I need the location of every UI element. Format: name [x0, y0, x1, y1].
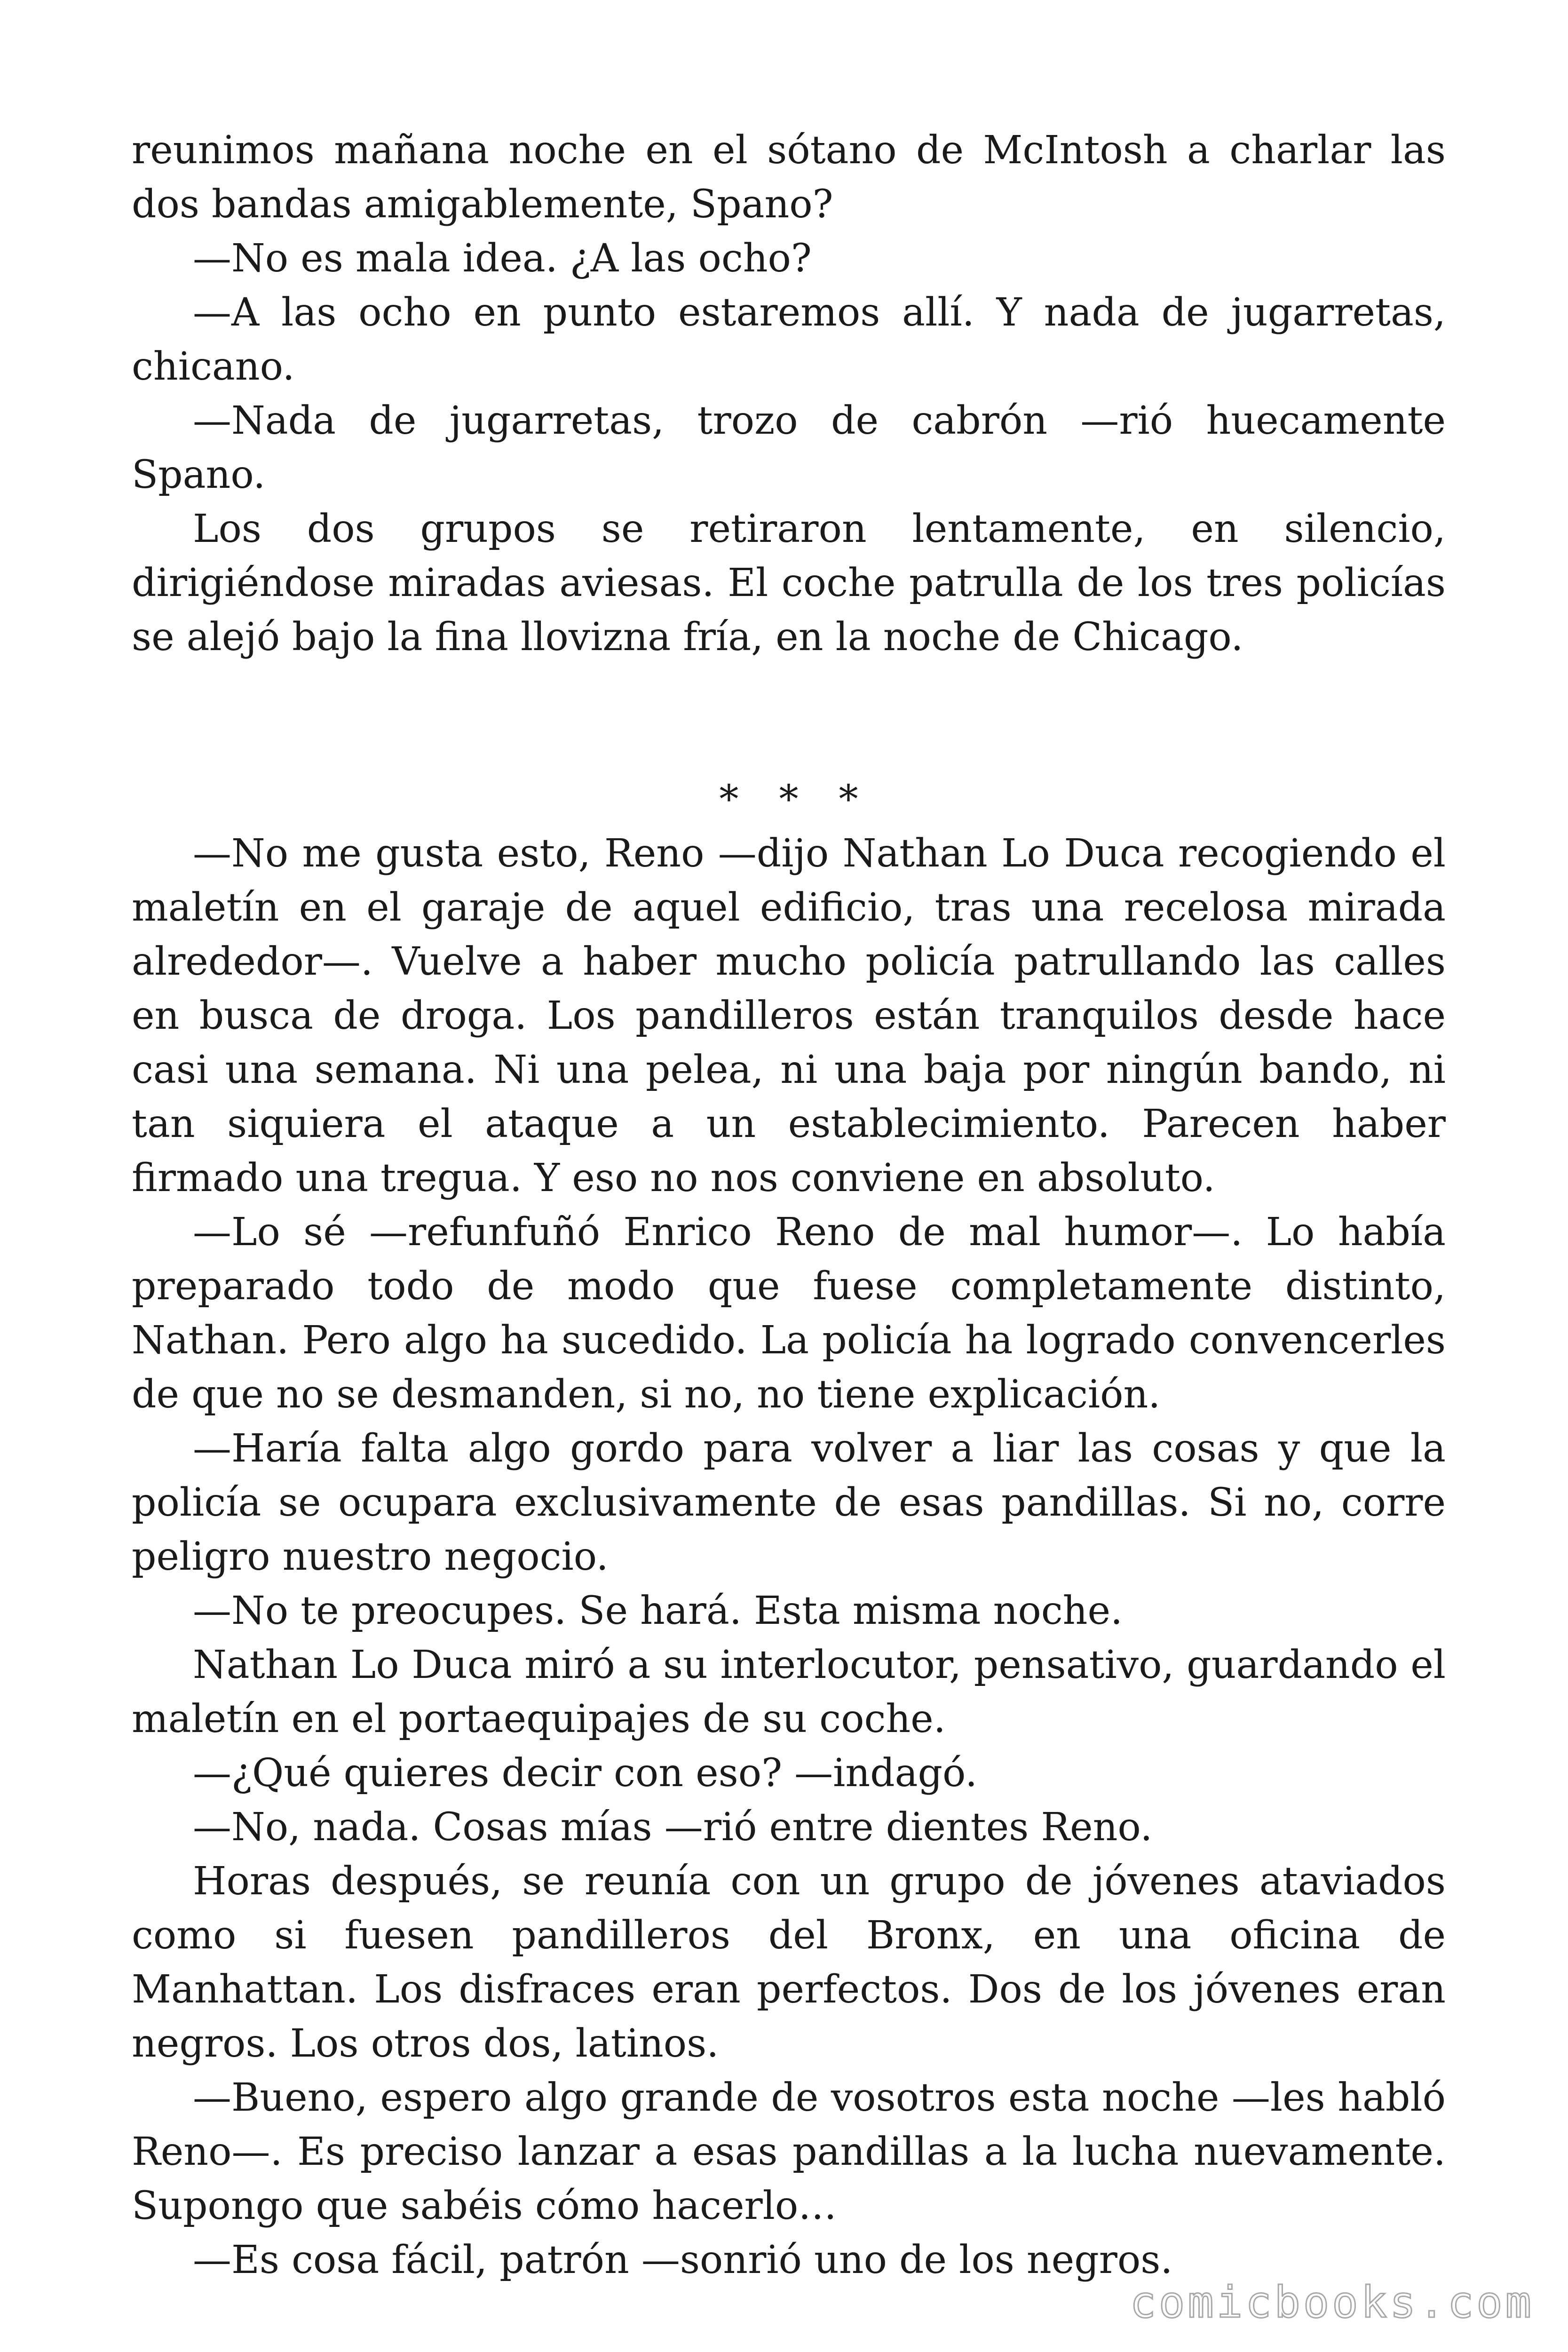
paragraph: Horas después, se reunía con un grupo de jóvenes ataviados como si fuesen pandilleros del Bronx, en una oficina de Manhattan. Los disfraces eran perfectos. Dos de los jóvenes eran negros. Los otros dos, latinos. — [132, 1859, 1446, 2066]
watermark: comicbooks.com — [1130, 2277, 1534, 2328]
paragraph: —¿Qué quieres decir con eso? —indagó. — [193, 1751, 978, 1796]
paragraph: —No es mala idea. ¿A las ocho? — [193, 236, 812, 281]
paragraph: —No te preocupes. Se hará. Esta misma noche. — [193, 1589, 1123, 1633]
paragraph: —Nada de jugarretas, trozo de cabrón —rió huecamente Spano. — [132, 398, 1446, 497]
page-body — [132, 123, 1446, 2287]
paragraph: —A las ocho en punto estaremos allí. Y nada de jugarretas, chicano. — [132, 290, 1446, 389]
paragraph: —No, nada. Cosas mías —rió entre dientes Reno. — [193, 1805, 1153, 1850]
paragraph: —No me gusta esto, Reno —dijo Nathan Lo Duca recogiendo el maletín en el garaje de aquel edificio, tras una recelosa mirada alrededor—. Vuelve a haber mucho policía patrullando las calles en busca de droga. Los pandilleros están tranquilos desde hace casi una semana. Ni una pelea, ni una baja por ningún bando, ni tan siquiera el ataque a un establecimiento. Parecen haber firmado una tregua. Y eso no nos conviene en absoluto. — [132, 831, 1446, 1200]
paragraph-continued: reunimos mañana noche en el sótano de McIntosh a charlar las dos bandas amigablemente, Spano? — [132, 128, 1446, 227]
paragraph: Nathan Lo Duca miró a su interlocutor, pensativo, guardando el maletín en el portaequipajes de su coche. — [132, 1643, 1446, 1741]
paragraph: Los dos grupos se retiraron lentamente, en silencio, dirigiéndose miradas aviesas. El coche patrulla de los tres policías se alejó bajo la fina llovizna fría, en la noche de Chicago. — [132, 507, 1446, 660]
section-break: * * * — [719, 777, 872, 822]
paragraph: —Lo sé —refunfuñó Enrico Reno de mal humor—. Lo había preparado todo de modo que fuese completamente distinto, Nathan. Pero algo ha sucedido. La policía ha logrado convencerles de que no se desmanden, si no, no tiene explicación. — [132, 1210, 1446, 1417]
paragraph: —Haría falta algo gordo para volver a liar las cosas y que la policía se ocupara exclusivamente de esas pandillas. Si no, corre peligro nuestro negocio. — [132, 1426, 1446, 1579]
paragraph: —Es cosa fácil, patrón —sonrió uno de los negros. — [193, 2238, 1173, 2282]
paragraph: —Bueno, espero algo grande de vosotros esta noche —les habló Reno—. Es preciso lanzar a esas pandillas a la lucha nuevamente. Supongo que sabéis cómo hacerlo… — [132, 2075, 1446, 2228]
